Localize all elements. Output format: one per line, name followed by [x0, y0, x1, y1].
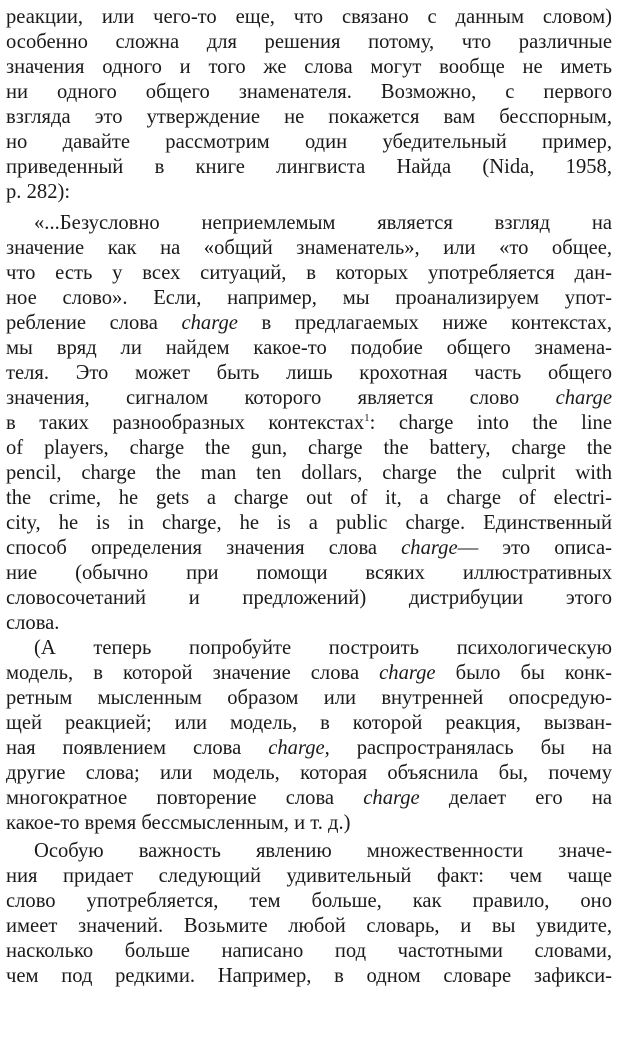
text-line: реакции, или чего-то еще, что связано с данным словом): [6, 6, 612, 28]
text-line: ная появлением слова charge, распространялась бы на: [6, 737, 613, 759]
quote-line: pencil, charge the man ten dollars, charge the culprit with: [6, 462, 612, 484]
text-line: чем под редкими. Например, в одном словаре зафикси-: [6, 965, 612, 987]
quote-line: значения, сигналом которого является слово charge: [6, 387, 612, 409]
text-line: ретным мысленным образом или внутренней опосредую-: [6, 687, 612, 709]
term-charge: charge: [181, 312, 238, 334]
text-line: имеет значений. Возьмите любой словарь, и вы увидите,: [6, 915, 612, 937]
term-charge: charge: [379, 662, 436, 684]
quote-line: теля. Это может быть лишь крохотная часть общего: [6, 362, 612, 384]
text-line: другие слова; или модель, которая объяснила бы, почему: [6, 762, 612, 784]
quote-line: of players, charge the gun, charge the battery, charge the: [6, 437, 612, 459]
text-line: особенно сложна для решения потому, что различные: [6, 31, 612, 53]
text-line: p. 282):: [6, 181, 71, 203]
text-line: слово употребляется, тем больше, как правило, оно: [6, 890, 612, 912]
book-page: [6, 0, 612, 1045]
term-charge: charge: [555, 387, 612, 409]
text-line: многократное повторение слова charge делает его на: [6, 787, 612, 809]
footnote-ref: 1: [364, 412, 370, 425]
term-charge: charge: [401, 537, 458, 559]
quote-line: слова.: [6, 612, 60, 634]
text-line: приведенный в книге лингвиста Найда (Nida, 1958,: [6, 156, 612, 178]
text-line: Особую важность явлению множественности значе-: [34, 840, 612, 862]
quote-line: city, he is in charge, he is a public charge. Единственный: [6, 512, 612, 534]
text-line: (А теперь попробуйте построить психологическую: [34, 637, 612, 659]
term-charge: charge: [268, 737, 325, 759]
quote-line: ние (обычно при помощи всяких иллюстративных: [6, 562, 612, 584]
text-line: значения одного и того же слова могут вообще не иметь: [6, 56, 612, 78]
quote-line: мы вряд ли найдем какое-то подобие общего знамена-: [6, 337, 612, 359]
text-line: насколько больше написано под частотными словами,: [6, 940, 612, 962]
quote-line: ребление слова charge в предлагаемых ниже контекстах,: [6, 312, 612, 334]
text-line: ния придает следующий удивительный факт: чем чаще: [6, 865, 612, 887]
quote-line: the crime, he gets a charge out of it, a charge of electri-: [6, 487, 612, 509]
quote-line: значение как на «общий знаменатель», или «то общее,: [6, 237, 612, 259]
text-line: щей реакцией; или модель, в которой реакция, вызван-: [6, 712, 612, 734]
text-line: но давайте рассмотрим один убедительный пример,: [6, 131, 612, 153]
quote-line: что есть у всех ситуаций, в которых употребляется дан-: [6, 262, 612, 284]
term-charge: charge: [363, 787, 420, 809]
quote-line: в таких разнообразных контекстах$^1$: charge into the line: [6, 412, 612, 434]
text-line: взгляда это утверждение не покажется вам бесспорным,: [6, 106, 612, 128]
quote-line: «...Безусловно неприемлемым является взгляд на: [34, 212, 612, 234]
quote-line: способ определения значения слова charge— это описа-: [6, 537, 613, 559]
text-line: модель, в которой значение слова charge было бы конк-: [6, 662, 612, 684]
quote-line: словосочетаний и предложений) дистрибуции этого: [6, 587, 612, 609]
text-line: какое-то время бессмысленным, и т. д.): [6, 812, 351, 834]
quote-line: ное слово». Если, например, мы проанализируем упот-: [6, 287, 612, 309]
text-line: ни одного общего знаменателя. Возможно, с первого: [6, 81, 612, 103]
